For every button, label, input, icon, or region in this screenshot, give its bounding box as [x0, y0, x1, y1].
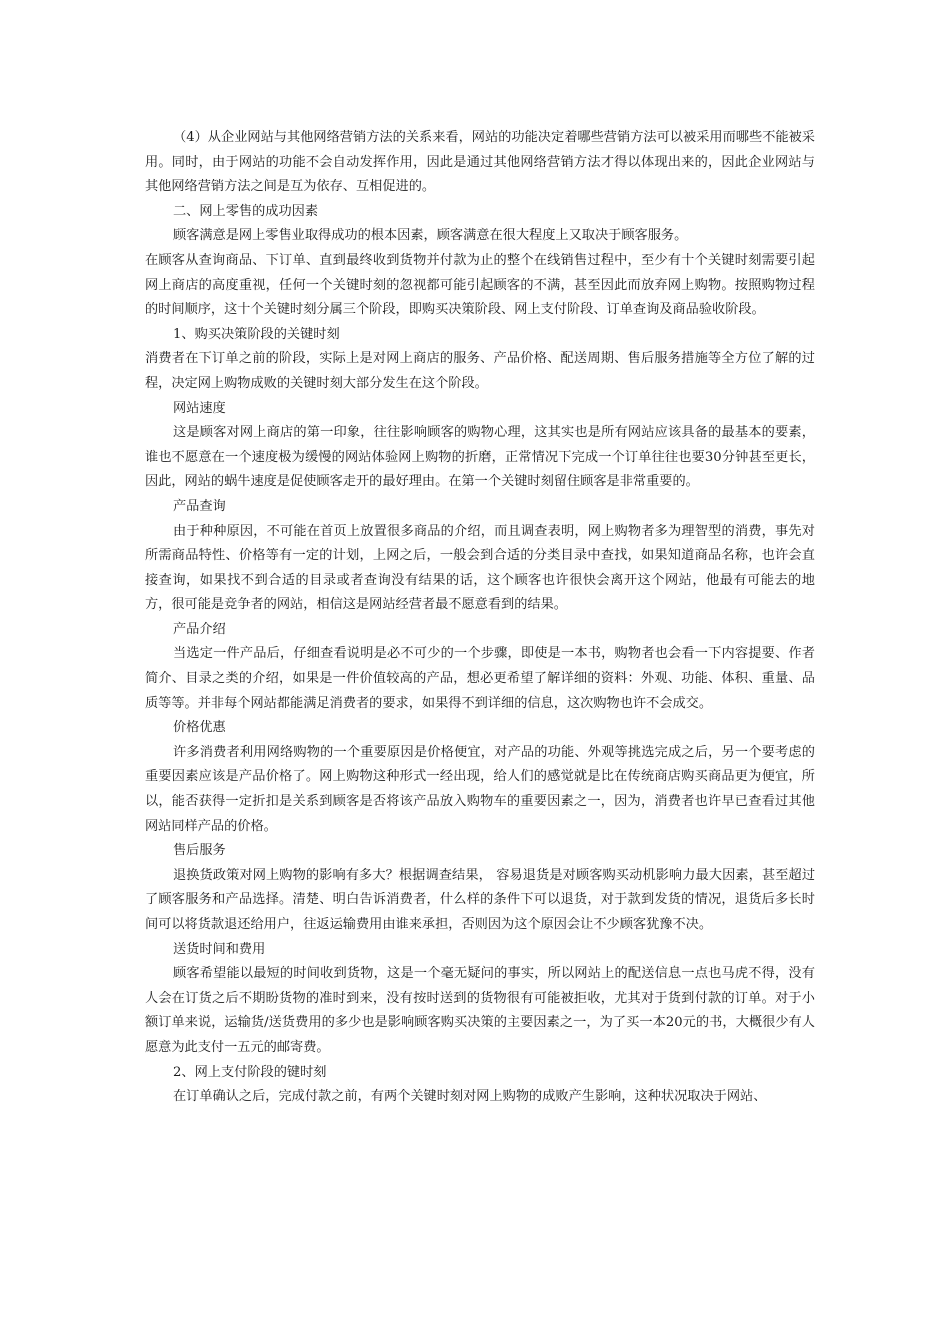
paragraph-online-payment: 在订单确认之后，完成付款之前，有两个关键时刻对网上购物的成败产生影响，这种状况取决于网站、 [173, 1089, 767, 1105]
paragraph-price-discount: 许多消费者利用网络购物的一个重要原因是价格便宜，对产品的功能、外观等挑选完成之后，另一个要考虑的重要因素应该是产品价格了。网上购物这种形式一经出现，给人们的感觉就是比在传统商店购买商品更为便宜，所以，能否获得一定折扣是关系到顾客是否将该产品放入购物车的重要因素之一，因为，消费者也许早已查看过其他网站同样产品的价格。 [145, 744, 815, 834]
subheading-product-search: 产品查询 [173, 498, 226, 514]
section-heading-success-factors: 二、网上零售的成功因素 [173, 203, 319, 219]
paragraph-product-intro: 当选定一件产品后，仔细查看说明是必不可少的一个步骤，即使是一本书，购物者也会看一下内容提要、作者简介、目录之类的介绍，如果是一件价值较高的产品，想必更希望了解详细的资料：外观、功能、体积、重量、品质等等。并非每个网站都能满足消费者的要求，如果得不到详细的信息，这次购物也许不会成交。 [145, 646, 815, 711]
subheading-price-discount: 价格优惠 [173, 720, 226, 736]
paragraph-key-moments: 在顾客从查询商品、下订单、直到最终收到货物并付款为止的整个在线销售过程中，至少有十个关键时刻需要引起网上商店的高度重视，任何一个关键时刻的忽视都可能引起顾客的不满，甚至因此而放弃网上购物。按照购物过程的时间顺序，这十个关键时刻分属三个阶段，即购买决策阶段、网上支付阶段、订单查询及商品验收阶段。 [145, 252, 815, 318]
paragraph-delivery: 顾客希望能以最短的时间收到货物，这是一个毫无疑问的事实，所以网站上的配送信息一点也马虎不得，没有人会在订货之后不期盼货物的准时到来，没有按时送到的货物很有可能被拒收，尤其对于货到付款的订单。对于小额订单来说，运输货/送货费用的多少也是影响顾客购买决策的主要因素之一，为了买一本20元的书，大概很少有人愿意为此支付一五元的邮寄费。 [145, 966, 815, 1055]
subheading-after-sales: 售后服务 [173, 843, 226, 859]
subheading-delivery: 送货时间和费用 [173, 941, 266, 957]
paragraph-website-relation: （4）从企业网站与其他网络营销方法的关系来看，网站的功能决定着哪些营销方法可以被采用而哪些不能被采用。同时，由于网站的功能不会自动发挥作用，因此是通过其他网络营销方法才得以体现出来的，因此企业网站与其他网络营销方法之间是互为依存、互相促进的。 [145, 130, 815, 195]
subheading-purchase-decision: 1、购买决策阶段的关键时刻 [173, 326, 340, 342]
paragraph-customer-satisfaction: 顾客满意是网上零售业取得成功的根本因素，顾客满意在很大程度上又取决于顾客服务。 [173, 228, 688, 244]
paragraph-site-speed: 这是顾客对网上商店的第一印象，往往影响顾客的购物心理，这其实也是所有网站应该具备的最基本的要素，谁也不愿意在一个速度极为缓慢的网站体验网上购物的折磨，正常情况下完成一个订单往往也要30分钟甚至更长，因此，网站的蜗牛速度是促使顾客走开的最好理由。在第一个关键时刻留住顾客是非常重要的。 [145, 425, 815, 490]
paragraph-product-search: 由于种种原因，不可能在首页上放置很多商品的介绍，而且调查表明，网上购物者多为理智型的消费，事先对所需商品特性、价格等有一定的计划，上网之后，一般会到合适的分类目录中查找，如果知道商品名称，也许会直接查询，如果找不到合适的目录或者查询没有结果的话，这个顾客也许很快会离开这个网站，他最有可能去的地方，很可能是竞争者的网站，相信这是网站经营者最不愿意看到的结果。 [145, 523, 815, 613]
paragraph-before-order: 消费者在下订单之前的阶段，实际上是对网上商店的服务、产品价格、配送周期、售后服务措施等全方位了解的过程，决定网上购物成败的关键时刻大部分发生在这个阶段。 [145, 351, 815, 391]
subheading-site-speed: 网站速度 [173, 400, 226, 416]
subheading-online-payment: 2、网上支付阶段的键时刻 [173, 1064, 327, 1080]
subheading-product-intro: 产品介绍 [173, 621, 226, 637]
paragraph-after-sales: 退换货政策对网上购物的影响有多大？根据调查结果， 容易退货是对顾客购买动机影响力最大因素，甚至超过了顾客服务和产品选择。清楚、明白告诉消费者，什么样的条件下可以退货，对于款到发货的情况，退货后多长时间可以将货款退还给用户，往返运输费用由谁来承担，否则因为这个原因会让不少顾客犹豫不决。 [145, 867, 815, 932]
document-page [145, 126, 815, 1110]
